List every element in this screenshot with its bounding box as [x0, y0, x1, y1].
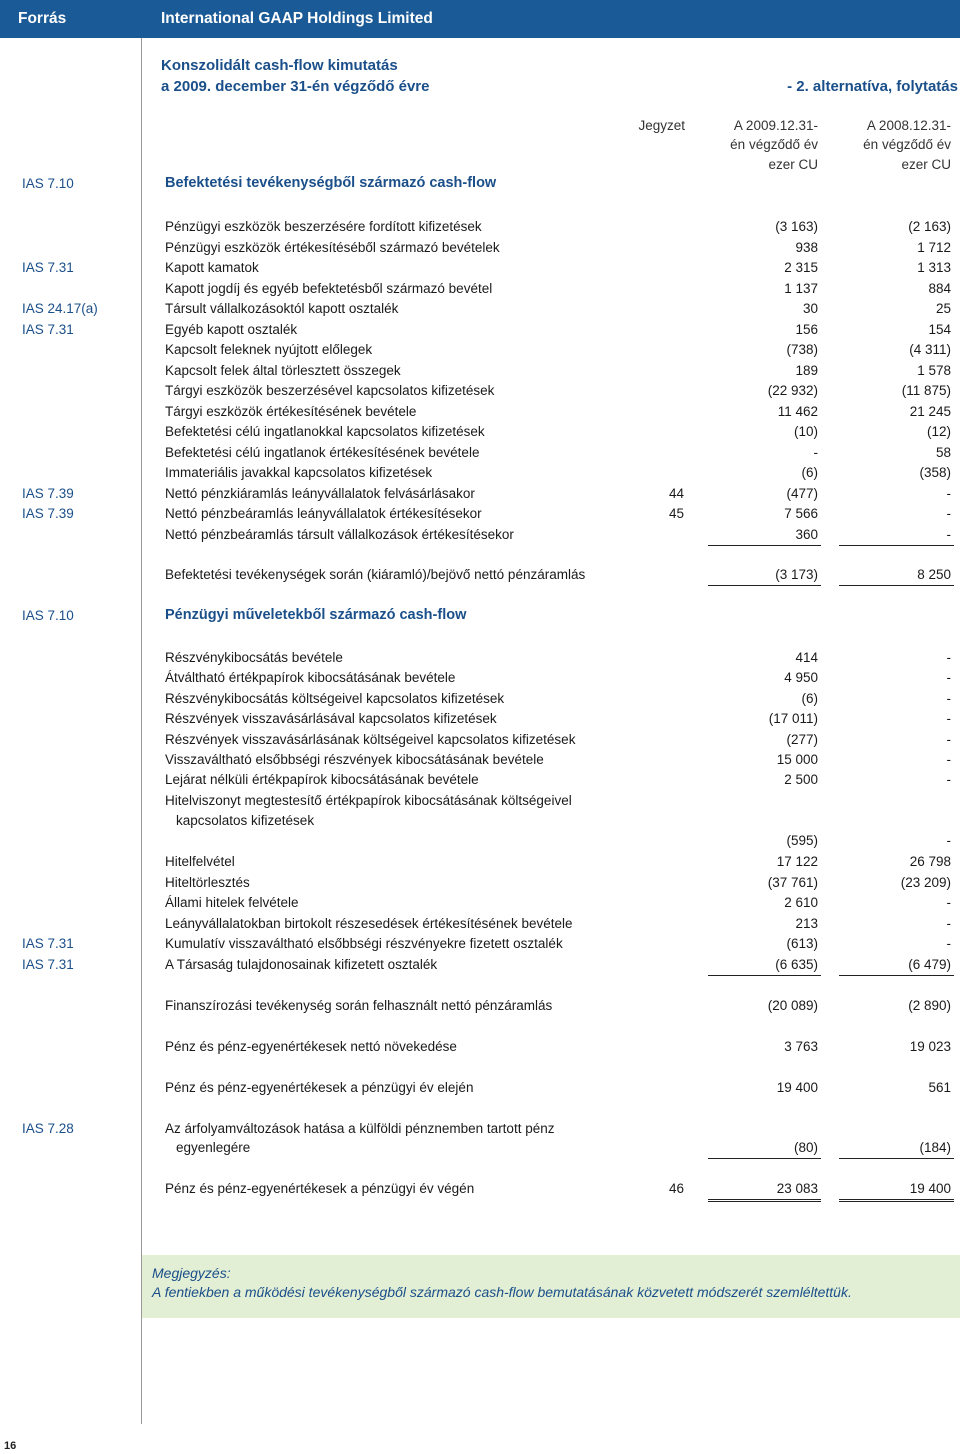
row-label: Leányvállalatokban birtokolt részesedések értékesítésének bevétele [165, 915, 573, 931]
table-row [0, 914, 960, 934]
row-label: A Társaság tulajdonosainak kifizetett osztalék [165, 956, 438, 972]
row-value-2008: (2 163) [908, 219, 951, 234]
row-label: Az árfolyamváltozások hatása a külföldi pénznemben tartott pénz [165, 1121, 555, 1136]
row-value-2008: - [946, 690, 951, 706]
row-label: Pénzügyi eszközök beszerzésére fordított kifizetések [165, 219, 482, 234]
row-label: Részvénykibocsátás bevétele [165, 650, 343, 665]
row-value-2009: (6 635) [708, 955, 821, 976]
row-label: kapcsolatos kifizetések [176, 813, 315, 828]
table-row [0, 770, 960, 790]
invest-total-row [0, 565, 960, 585]
table-row [0, 484, 960, 504]
row-value-2009: 7 566 [784, 506, 818, 521]
row-value-2009: (3 173) [708, 565, 821, 586]
row-value-2008: 58 [935, 444, 951, 460]
row-value-2008: - [946, 833, 951, 848]
row-label: Részvénykibocsátás költségeivel kapcsolatos kifizetések [165, 690, 505, 706]
row-label: Finanszírozási tevékenység során felhasznált nettó pénzáramlás [165, 998, 553, 1013]
row-value-2009: 30 [802, 301, 818, 316]
row-label: Kapott jogdíj és egyéb befektetésből származó bevétel [165, 280, 493, 296]
finance-section-title: Pénzügyi műveletekből származó cash-flow [165, 607, 467, 623]
row-value-2008: - [946, 936, 951, 951]
closing-balance-row [0, 1179, 960, 1199]
row-value-2009: (477) [786, 485, 818, 501]
alternative-label: - 2. alternatíva, folytatás [787, 78, 958, 95]
top-bar [0, 0, 960, 38]
row-value-2009: (17 011) [768, 711, 818, 727]
row-value-2008: - [946, 915, 951, 931]
row-ias-ref: IAS 7.31 [22, 956, 74, 972]
table-row [0, 955, 960, 975]
table-row [0, 340, 960, 360]
row-note: 46 [668, 1181, 684, 1196]
row-value-2008: (12) [926, 424, 951, 439]
table-row [0, 238, 960, 258]
row-ias-ref: IAS 7.31 [22, 260, 74, 275]
row-label: Pénz és pénz-egyenértékesek nettó növekedése [165, 1039, 457, 1054]
invest-section-title: Befektetési tevékenységből származó cash-flow [165, 175, 497, 191]
invest-ias-ref: IAS 7.10 [22, 176, 74, 191]
row-value-2009: 2 500 [784, 772, 818, 788]
statement-period: a 2009. december 31-én végződő évre [161, 78, 430, 95]
row-ias-ref: IAS 7.28 [22, 1121, 74, 1136]
table-row [0, 443, 960, 463]
row-value-2008: 561 [928, 1080, 951, 1095]
row-value-2009: 189 [795, 362, 818, 378]
row-value-2009: 156 [795, 321, 818, 337]
row-label: Egyéb kapott osztalék [165, 321, 298, 337]
row-label: Pénz és pénz-egyenértékesek a pénzügyi év végén [165, 1181, 475, 1196]
row-value-2008: - [946, 731, 951, 747]
row-label: Kumulatív visszaváltható elsőbbségi részvényekre fizetett osztalék [165, 936, 563, 951]
row-value-2009: (3 163) [775, 219, 818, 234]
row-label: Pénz és pénz-egyenértékesek a pénzügyi év elején [165, 1080, 474, 1095]
hitel-row-line1 [0, 791, 960, 811]
table-row [0, 668, 960, 688]
row-label: Befektetési célú ingatlanokkal kapcsolatos kifizetések [165, 424, 485, 439]
row-value-2008: - [946, 506, 951, 521]
row-label: Kapcsolt feleknek nyújtott előlegek [165, 342, 373, 357]
statement-title: Konszolidált cash-flow kimutatás [161, 57, 398, 74]
table-row [0, 873, 960, 893]
row-label: Társult vállalkozásoktól kapott osztalék [165, 301, 399, 316]
row-value-2008: (11 875) [901, 383, 951, 398]
table-row [0, 525, 960, 545]
company-name: International GAAP Holdings Limited [161, 10, 433, 27]
row-value-2008: (23 209) [900, 874, 951, 890]
row-value-2008: 21 245 [909, 403, 951, 419]
row-label: Hitelfelvétel [165, 854, 235, 869]
row-value-2008: - [946, 485, 951, 501]
row-value-2009: - [813, 444, 818, 460]
table-row [0, 852, 960, 872]
col2-header-line1: A 2008.12.31- [866, 118, 951, 133]
row-value-2009: (277) [786, 731, 818, 747]
page-number: 16 [4, 1440, 17, 1452]
table-row [0, 258, 960, 278]
row-value-2008: - [946, 752, 951, 767]
row-value-2009: (20 089) [767, 998, 818, 1013]
row-value-2009: 11 462 [777, 403, 818, 419]
col1-header-line1: A 2009.12.31- [733, 118, 818, 133]
row-value-2009: 414 [795, 650, 818, 665]
finance-ias-ref: IAS 7.10 [22, 608, 74, 623]
col1-header-line2: én végződő év [730, 137, 818, 152]
row-value-2009: 3 763 [784, 1039, 818, 1054]
row-value-2009: (738) [786, 342, 818, 357]
row-ias-ref: IAS 24.17(a) [22, 301, 98, 316]
row-value-2008: 8 250 [839, 565, 954, 586]
row-value-2008: 154 [928, 321, 951, 337]
table-row [0, 320, 960, 340]
row-value-2009: (6) [801, 690, 818, 706]
hitel-row-values [0, 831, 960, 851]
row-value-2008: - [946, 711, 951, 727]
row-value-2009: 2 315 [784, 260, 818, 275]
row-value-2008: 19 023 [909, 1039, 951, 1054]
table-row [0, 750, 960, 770]
hitel-row-line2 [0, 811, 960, 831]
row-value-2009: (37 761) [767, 874, 818, 890]
row-value-2008: 1 712 [917, 239, 951, 255]
table-row [0, 504, 960, 524]
table-row [0, 893, 960, 913]
row-label: Nettó pénzkiáramlás leányvállalatok felvásárlásakor [165, 485, 475, 501]
row-value-2009: (80) [708, 1138, 821, 1159]
table-row [0, 381, 960, 401]
row-value-2008: 884 [928, 280, 951, 296]
row-value-2008: - [839, 525, 954, 546]
row-note: 45 [668, 506, 684, 521]
note-column-header: Jegyzet [638, 118, 685, 133]
row-label: Hiteltörlesztés [165, 874, 250, 890]
table-row [0, 361, 960, 381]
fx-row-line1 [0, 1119, 960, 1139]
footnote-text: A fentiekben a működési tevékenységből származó cash-flow bemutatásának közvetett módszerét szemléltettük. [152, 1284, 852, 1300]
row-value-2009: 23 083 [708, 1179, 821, 1202]
row-label: Kapott kamatok [165, 260, 259, 275]
row-label: Visszaváltható elsőbbségi részvények kibocsátásának bevétele [165, 752, 544, 767]
row-value-2009: (22 932) [767, 383, 818, 398]
table-row [0, 730, 960, 750]
net-increase-row [0, 1037, 960, 1057]
row-note: 44 [668, 485, 684, 501]
row-value-2009: 17 122 [776, 854, 818, 869]
row-value-2009: 15 000 [776, 752, 818, 767]
table-row [0, 279, 960, 299]
table-row [0, 217, 960, 237]
table-row [0, 648, 960, 668]
row-value-2009: (10) [793, 424, 818, 439]
finance-total-row [0, 996, 960, 1016]
row-value-2008: - [946, 772, 951, 788]
footnote-box [142, 1255, 960, 1318]
table-row [0, 299, 960, 319]
row-value-2008: 1 313 [917, 260, 951, 275]
row-value-2009: 938 [795, 239, 818, 255]
row-value-2009: (595) [786, 833, 818, 848]
col2-header-line2: én végződő év [863, 137, 951, 152]
row-value-2009: 213 [795, 915, 818, 931]
row-label: Részvények visszavásárlásával kapcsolatos kifizetések [165, 711, 497, 727]
row-value-2009: 2 610 [784, 895, 818, 910]
row-value-2009: (6) [801, 465, 818, 480]
table-row [0, 422, 960, 442]
table-row [0, 709, 960, 729]
row-value-2008: - [946, 895, 951, 910]
row-value-2008: - [946, 650, 951, 665]
row-label: egyenlegére [176, 1140, 251, 1155]
table-row [0, 402, 960, 422]
table-row [0, 934, 960, 954]
row-value-2009: 4 950 [784, 670, 818, 686]
row-ias-ref: IAS 7.39 [22, 506, 74, 521]
row-value-2008: - [946, 670, 951, 686]
row-value-2009: 360 [708, 525, 821, 546]
row-value-2008: 26 798 [909, 854, 951, 869]
row-label: Lejárat nélküli értékpapírok kibocsátásának bevétele [165, 772, 479, 788]
row-value-2008: 1 578 [917, 362, 951, 378]
row-label: Befektetési tevékenységek során (kiáramló)/bejövő nettó pénzáramlás [165, 567, 586, 582]
row-label: Pénzügyi eszközök értékesítéséből származó bevételek [165, 239, 500, 255]
row-value-2009: (613) [786, 936, 818, 951]
row-value-2009: 1 137 [784, 280, 818, 296]
row-ias-ref: IAS 7.31 [22, 936, 74, 951]
row-value-2008: (4 311) [909, 342, 951, 357]
fx-row-line2 [0, 1138, 960, 1158]
row-ias-ref: IAS 7.31 [22, 321, 74, 337]
row-label: Tárgyi eszközök beszerzésével kapcsolatos kifizetések [165, 383, 495, 398]
row-label: Átváltható értékpapírok kibocsátásának bevétele [165, 670, 456, 686]
row-value-2008: (358) [919, 465, 951, 480]
row-label: Nettó pénzbeáramlás társult vállalkozások értékesítésekor [165, 526, 514, 542]
row-label: Állami hitelek felvétele [165, 895, 299, 910]
row-label: Részvények visszavásárlásának költségeivel kapcsolatos kifizetések [165, 731, 576, 747]
row-value-2008: 19 400 [839, 1179, 954, 1202]
row-value-2008: (6 479) [839, 955, 954, 976]
row-label: Kapcsolt felek által törlesztett összegek [165, 362, 401, 378]
source-label: Forrás [18, 10, 67, 27]
row-label: Tárgyi eszközök értékesítésének bevétele [165, 403, 417, 419]
opening-balance-row [0, 1078, 960, 1098]
row-value-2009: 19 400 [776, 1080, 818, 1095]
row-value-2008: (2 890) [908, 998, 951, 1013]
footnote-title: Megjegyzés: [152, 1265, 231, 1281]
row-label: Hitelviszonyt megtestesítő értékpapírok kibocsátásának költségeivel [165, 793, 572, 808]
col1-unit: ezer CU [768, 157, 818, 172]
table-row [0, 689, 960, 709]
row-label: Nettó pénzbeáramlás leányvállalatok értékesítésekor [165, 506, 482, 521]
col2-unit: ezer CU [901, 157, 951, 172]
row-value-2008: (184) [839, 1138, 954, 1159]
table-row [0, 463, 960, 483]
row-value-2008: 25 [935, 301, 951, 316]
row-ias-ref: IAS 7.39 [22, 485, 74, 501]
row-label: Befektetési célú ingatlanok értékesítésének bevétele [165, 444, 480, 460]
row-label: Immateriális javakkal kapcsolatos kifizetések [165, 465, 433, 480]
